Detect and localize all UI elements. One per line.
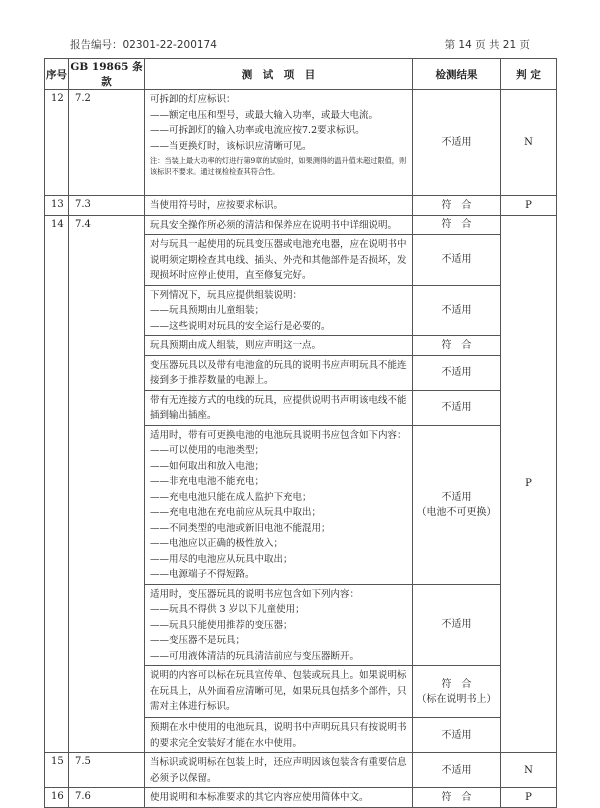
test-item: 说明的内容可以标在玩具宣传单、包装或玩具上。如果说明标在玩具上，从外面看应清晰可见，如果玩具包括多个部件，只需对主体进行标识。 [145,666,413,718]
judgment: N [501,90,557,196]
test-result: 不适用 [413,718,501,753]
judgment: P [501,788,557,808]
test-result: 不适用 [413,285,501,336]
table-row [45,788,557,808]
test-item [145,90,413,196]
table-row [45,215,557,235]
row-clause: 7.4 [69,215,145,753]
col-header-result: 检测结果 [413,59,501,90]
test-item: 适用时，带有可更换电池的电池玩具说明书应包含如下内容： ——可以使用的电池类型； ——如何取出和放入电池； ——非充电电池不能充电； ——充电电池只能在成人监护下充电； ——充电电池在充电前应从玩具中取出； ——不同类型的电池或新旧电池不能混用； ——电池应以正确的极性放入； ——用尽的电池应从玩具中取出； ——电源端子不得短路。 [145,425,413,584]
row-clause: 7.5 [69,753,145,788]
table-row [45,90,557,196]
col-header-no: 序号 [45,59,69,90]
test-result: 符 合 [413,788,501,808]
judgment: P [501,196,557,216]
table-row [45,753,557,788]
test-item: 预期在水中使用的电池玩具，说明书中声明玩具只有按说明书的要求完全安装好才能在水中使用。 [145,718,413,753]
test-item: 变压器玩具以及带有电池盒的玩具的说明书应声明玩具不能连接到多于推荐数量的电源上。 [145,355,413,390]
test-item: 玩具安全操作所必须的清洁和保养应在说明书中详细说明。 [145,215,413,235]
test-item: 带有无连接方式的电线的玩具，应提供说明书声明该电线不能插到输出插座。 [145,390,413,425]
row-number: 16 [45,788,69,808]
test-item: 对与玩具一起使用的玩具变压器或电池充电器，应在说明书中说明须定期检查其电线、插头、外壳和其他部件是否损坏，发现损坏时应停止使用，直至修复完好。 [145,235,413,286]
table-header-row [45,59,557,90]
judgment: N [501,753,557,788]
test-item: 下列情况下，玩具应提供组装说明： ——玩具预期由儿童组装； ——这些说明对玩具的安全运行是必要的。 [145,285,413,336]
row-number: 12 [45,90,69,196]
test-results-table [44,58,557,808]
test-result: 不适用 [413,584,501,666]
test-result: 符 合 [413,336,501,356]
test-result: 不适用 [413,753,501,788]
row-clause: 7.2 [69,90,145,196]
test-item: 适用时，变压器玩具的说明书应包含如下列内容： ——玩具不得供 3 岁以下儿童使用； ——玩具只能使用推荐的变压器； ——变压器不是玩具； ——可用液体清洁的玩具清洁前应与变压器断开。 [145,584,413,666]
col-header-test-item: 测 试 项 目 [145,59,413,90]
report-number: 报告编号：02301-22-200174 [70,39,217,51]
test-result: 不适用 [413,355,501,390]
test-result: 符 合 [413,196,501,216]
test-item: 玩具预期由成人组装，则应声明这一点。 [145,336,413,356]
test-item-text: 可拆卸的灯应标识： ——额定电压和型号，或最大输入功率，或最大电流。 ——可拆卸灯的输入功率或电流应按7.2要求标识。 ——当更换灯时，该标识应清晰可见。 [150,94,379,152]
row-number: 15 [45,753,69,788]
test-item: 当标识或说明标在包装上时，还应声明因该包装含有重要信息必须予以保留。 [145,753,413,788]
row-number: 13 [45,196,69,216]
test-result: 不适用 [413,390,501,425]
test-result: 不适用 （电池不可更换） [413,425,501,584]
test-item-note: 注：当装上最大功率的灯进行第9章的试验时，如果测得的温升值未超过限值，则该标识不要求。通过视检检查其符合性。 [150,156,407,176]
test-result: 符 合 [413,215,501,235]
table-row [45,196,557,216]
judgment: P [501,215,557,753]
test-result: 符 合 （标在说明书上） [413,666,501,718]
test-item: 使用说明和本标准要求的其它内容应使用简体中文。 [145,788,413,808]
test-result: 不适用 [413,235,501,286]
row-clause: 7.6 [69,788,145,808]
test-item: 当使用符号时，应按要求标识。 [145,196,413,216]
col-header-clause: GB 19865 条款 [69,59,145,90]
col-header-judgment: 判 定 [501,59,557,90]
row-number: 14 [45,215,69,753]
row-clause: 7.3 [69,196,145,216]
page-number: 第 14 页 共 21 页 [444,39,530,51]
test-result: 不适用 [413,90,501,196]
